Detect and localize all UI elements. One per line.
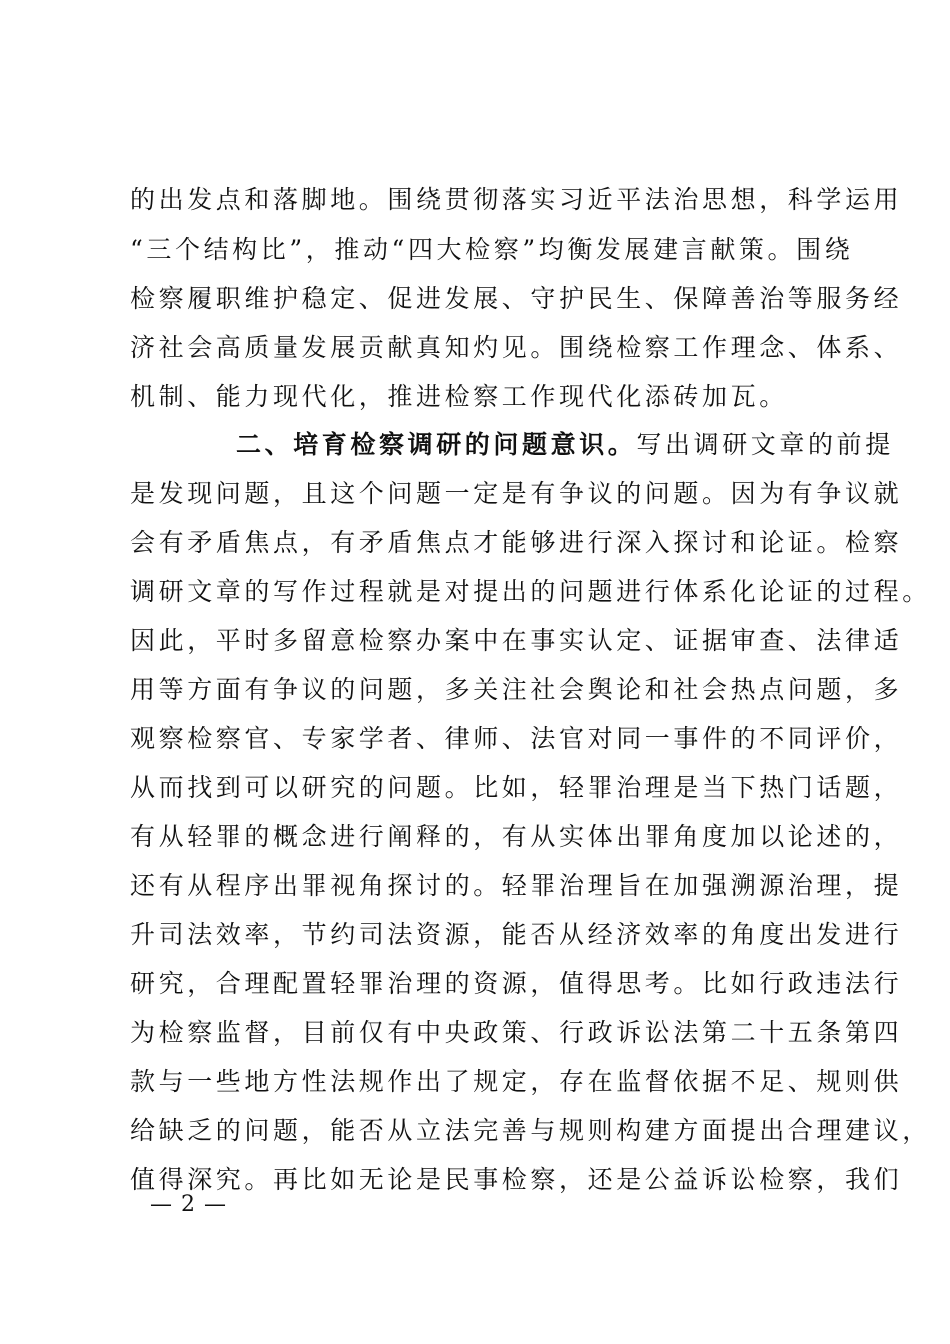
paragraph2-line-5: 因此，平时多留意检察办案中在事实认定、证据审查、法律适 bbox=[130, 626, 903, 655]
paragraph2-line-10: 还有从程序出罪视角探讨的。轻罪治理旨在加强溯源治理，提 bbox=[130, 871, 903, 900]
paragraph2-first-line-text: 写出调研文章的前提 bbox=[636, 430, 894, 459]
section-heading: 二、培育检察调研的问题意识。 bbox=[236, 430, 637, 459]
paragraph2-first-line bbox=[236, 430, 894, 460]
paragraph2-line-9: 有从轻罪的概念进行阐释的，有从实体出罪角度加以论述的， bbox=[130, 822, 903, 851]
paragraph1-line-5: 机制、能力现代化，推进检察工作现代化添砖加瓦。 bbox=[130, 382, 788, 411]
paragraph2-line-12: 研究，合理配置轻罪治理的资源，值得思考。比如行政违法行 bbox=[130, 969, 903, 998]
paragraph2-line-8: 从而找到可以研究的问题。比如，轻罪治理是当下热门话题， bbox=[130, 773, 903, 802]
paragraph2-line-7: 观察检察官、专家学者、律师、法官对同一事件的不同评价， bbox=[130, 724, 903, 753]
paragraph2-line-14: 款与一些地方性法规作出了规定，存在监督依据不足、规则供 bbox=[130, 1067, 903, 1096]
paragraph2-line-11: 升司法效率，节约司法资源，能否从经济效率的角度出发进行 bbox=[130, 920, 903, 949]
paragraph1-line-1: 的出发点和落脚地。围绕贯彻落实习近平法治思想，科学运用 bbox=[130, 185, 903, 214]
paragraph2-line-15: 给缺乏的问题，能否从立法完善与规则构建方面提出合理建议， bbox=[130, 1116, 931, 1145]
paragraph1-line-2: “三个结构比”，推动“四大检察”均衡发展建言献策。围绕 bbox=[130, 235, 854, 264]
page-number: — 2 — bbox=[150, 1192, 227, 1217]
paragraph2-line-2: 是发现问题，且这个问题一定是有争议的问题。因为有争议就 bbox=[130, 479, 903, 508]
paragraph1-line-4: 济社会高质量发展贡献真知灼见。围绕检察工作理念、体系、 bbox=[130, 333, 903, 362]
paragraph2-line-3: 会有矛盾焦点，有矛盾焦点才能够进行深入探讨和论证。检察 bbox=[130, 528, 903, 557]
paragraph2-line-13: 为检察监督，目前仅有中央政策、行政诉讼法第二十五条第四 bbox=[130, 1018, 903, 1047]
paragraph2-line-4: 调研文章的写作过程就是对提出的问题进行体系化论证的过程。 bbox=[130, 577, 931, 606]
paragraph2-line-6: 用等方面有争议的问题，多关注社会舆论和社会热点问题，多 bbox=[130, 675, 903, 704]
paragraph1-line-3: 检察履职维护稳定、促进发展、守护民生、保障善治等服务经 bbox=[130, 284, 903, 313]
paragraph2-line-16: 值得深究。再比如无论是民事检察，还是公益诉讼检察，我们 bbox=[130, 1165, 903, 1194]
